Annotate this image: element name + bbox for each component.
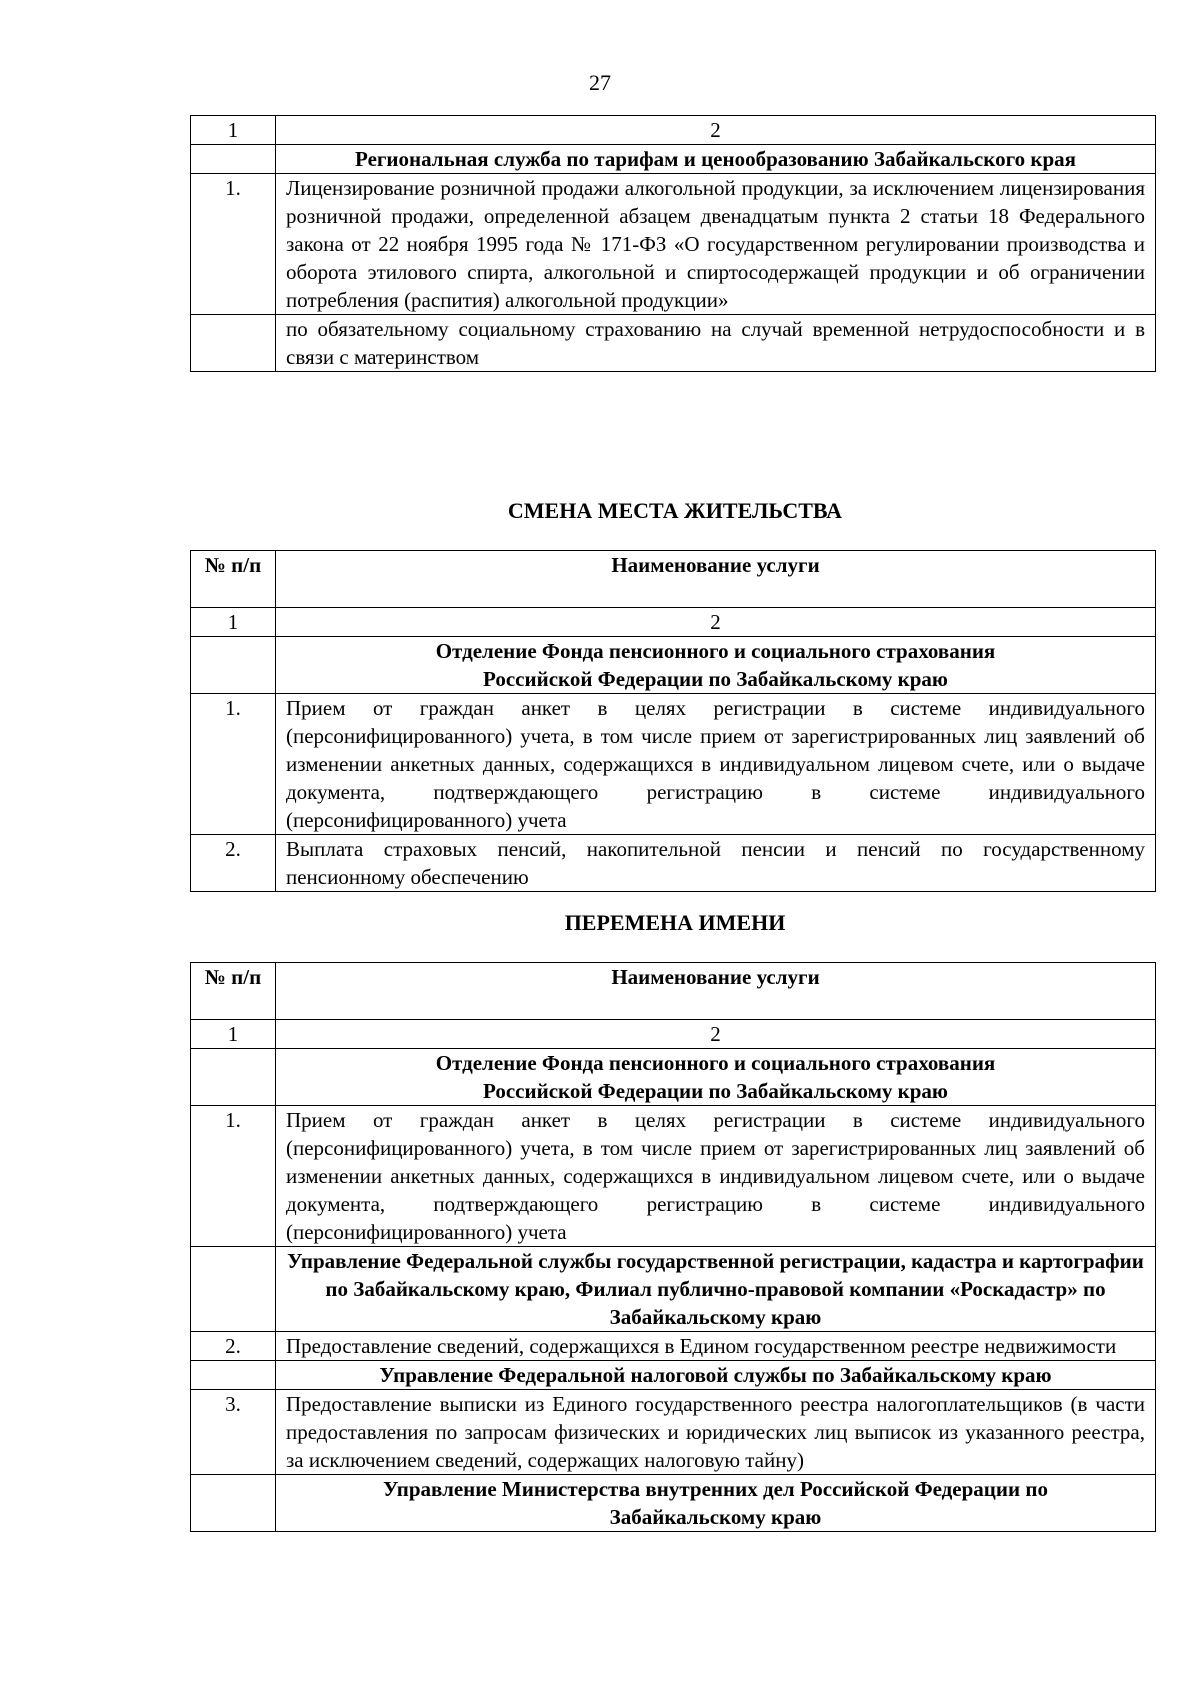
page-number: 27 (589, 70, 611, 95)
column-header-row (191, 963, 1156, 1020)
col-index-1: 1 (191, 116, 276, 145)
col-header-service: Наименование услуги (276, 551, 1156, 608)
org-header: Отделение Фонда пенсионного и социального страхования Российской Федерации по Забайкальскому краю (276, 1049, 1156, 1106)
service-name: Прием от граждан анкет в целях регистрации в системе индивидуального (персонифицированного) учета, в том числе прием от зарегистрированных лиц заявлений об изменении анкетных данных, содержащихся в индивидуальном лицевом счете, или о выдаче документа, подтверждающего регистрацию в системе индивидуального (персонифицированного) учета (276, 694, 1156, 835)
name-change-table (190, 962, 1156, 1532)
residence-change-table (190, 550, 1156, 892)
row-number: 1. (191, 1106, 276, 1247)
row-number: 2. (191, 1332, 276, 1361)
org-header: Отделение Фонда пенсионного и социального страхования Российской Федерации по Забайкальскому краю (276, 637, 1156, 694)
column-index-row (191, 608, 1156, 637)
row-number: 1. (191, 694, 276, 835)
table-row (191, 1332, 1156, 1361)
column-header-row (191, 551, 1156, 608)
org-header-row (191, 637, 1156, 694)
org-header-row (191, 1049, 1156, 1106)
service-name: Предоставление выписки из Единого государственного реестра налогоплательщиков (в части предоставления по запросам физических и юридических лиц выписок из указанного реестра, за исключением сведений, содержащих налоговую тайну) (276, 1390, 1156, 1475)
row-number: 2. (191, 835, 276, 892)
service-name: Выплата страховых пенсий, накопительной пенсии и пенсий по государственному пенсионному обеспечению (276, 835, 1156, 892)
services-table-continued (190, 115, 1156, 372)
org-header-row (191, 1361, 1156, 1390)
section-title-residence-change: СМЕНА МЕСТА ЖИТЕЛЬСТВА (507, 498, 843, 523)
col-index-2: 2 (276, 1020, 1156, 1049)
service-name: Лицензирование розничной продажи алкогольной продукции, за исключением лицензирования розничной продажи, определенной абзацем двенадцатым пункта 2 статьи 18 Федерального закона от 22 ноября 1995 года № 171-ФЗ «О государственном регулировании производства и оборота этилового спирта, алкогольной и спиртосодержащей продукции и об ограничении потребления (распития) алкогольной продукции» (276, 174, 1156, 315)
section-title-name-change: ПЕРЕМЕНА ИМЕНИ (564, 910, 786, 935)
col-index-2: 2 (276, 116, 1156, 145)
col-index-2: 2 (276, 608, 1156, 637)
column-index-row (191, 116, 1156, 145)
table-row (191, 174, 1156, 315)
org-header: Управление Федеральной налоговой службы по Забайкальскому краю (276, 1361, 1156, 1390)
row-number: 1. (191, 174, 276, 315)
column-index-row (191, 1020, 1156, 1049)
org-header: Управление Федеральной службы государственной регистрации, кадастра и картографии по Забайкальскому краю, Филиал публично-правовой компании «Роскадастр» по Забайкальскому краю (276, 1247, 1156, 1332)
org-header: Региональная служба по тарифам и ценообразованию Забайкальского края (276, 145, 1156, 174)
service-name: Прием от граждан анкет в целях регистрации в системе индивидуального (персонифицированного) учета, в том числе прием от зарегистрированных лиц заявлений об изменении анкетных данных, содержащихся в индивидуальном лицевом счете, или о выдаче документа, подтверждающего регистрацию в системе индивидуального (персонифицированного) учета (276, 1106, 1156, 1247)
table-row (191, 835, 1156, 892)
row-number: 3. (191, 1390, 276, 1475)
col-header-service: Наименование услуги (276, 963, 1156, 1020)
table-row (191, 1106, 1156, 1247)
service-name: Предоставление сведений, содержащихся в Едином государственном реестре недвижимости (276, 1332, 1156, 1361)
table-row (191, 315, 1156, 372)
col-index-1: 1 (191, 1020, 276, 1049)
org-header-row (191, 145, 1156, 174)
service-name: по обязательному социальному страхованию на случай временной нетрудоспособности и в связи с материнством (276, 315, 1156, 372)
org-header-row (191, 1247, 1156, 1332)
org-header: Управление Министерства внутренних дел Российской Федерации по Забайкальскому краю (276, 1475, 1156, 1532)
org-header-row (191, 1475, 1156, 1532)
col-header-number: № п/п (191, 551, 276, 608)
col-index-1: 1 (191, 608, 276, 637)
table-row (191, 694, 1156, 835)
table-row (191, 1390, 1156, 1475)
row-number (191, 315, 276, 372)
col-header-number: № п/п (191, 963, 276, 1020)
